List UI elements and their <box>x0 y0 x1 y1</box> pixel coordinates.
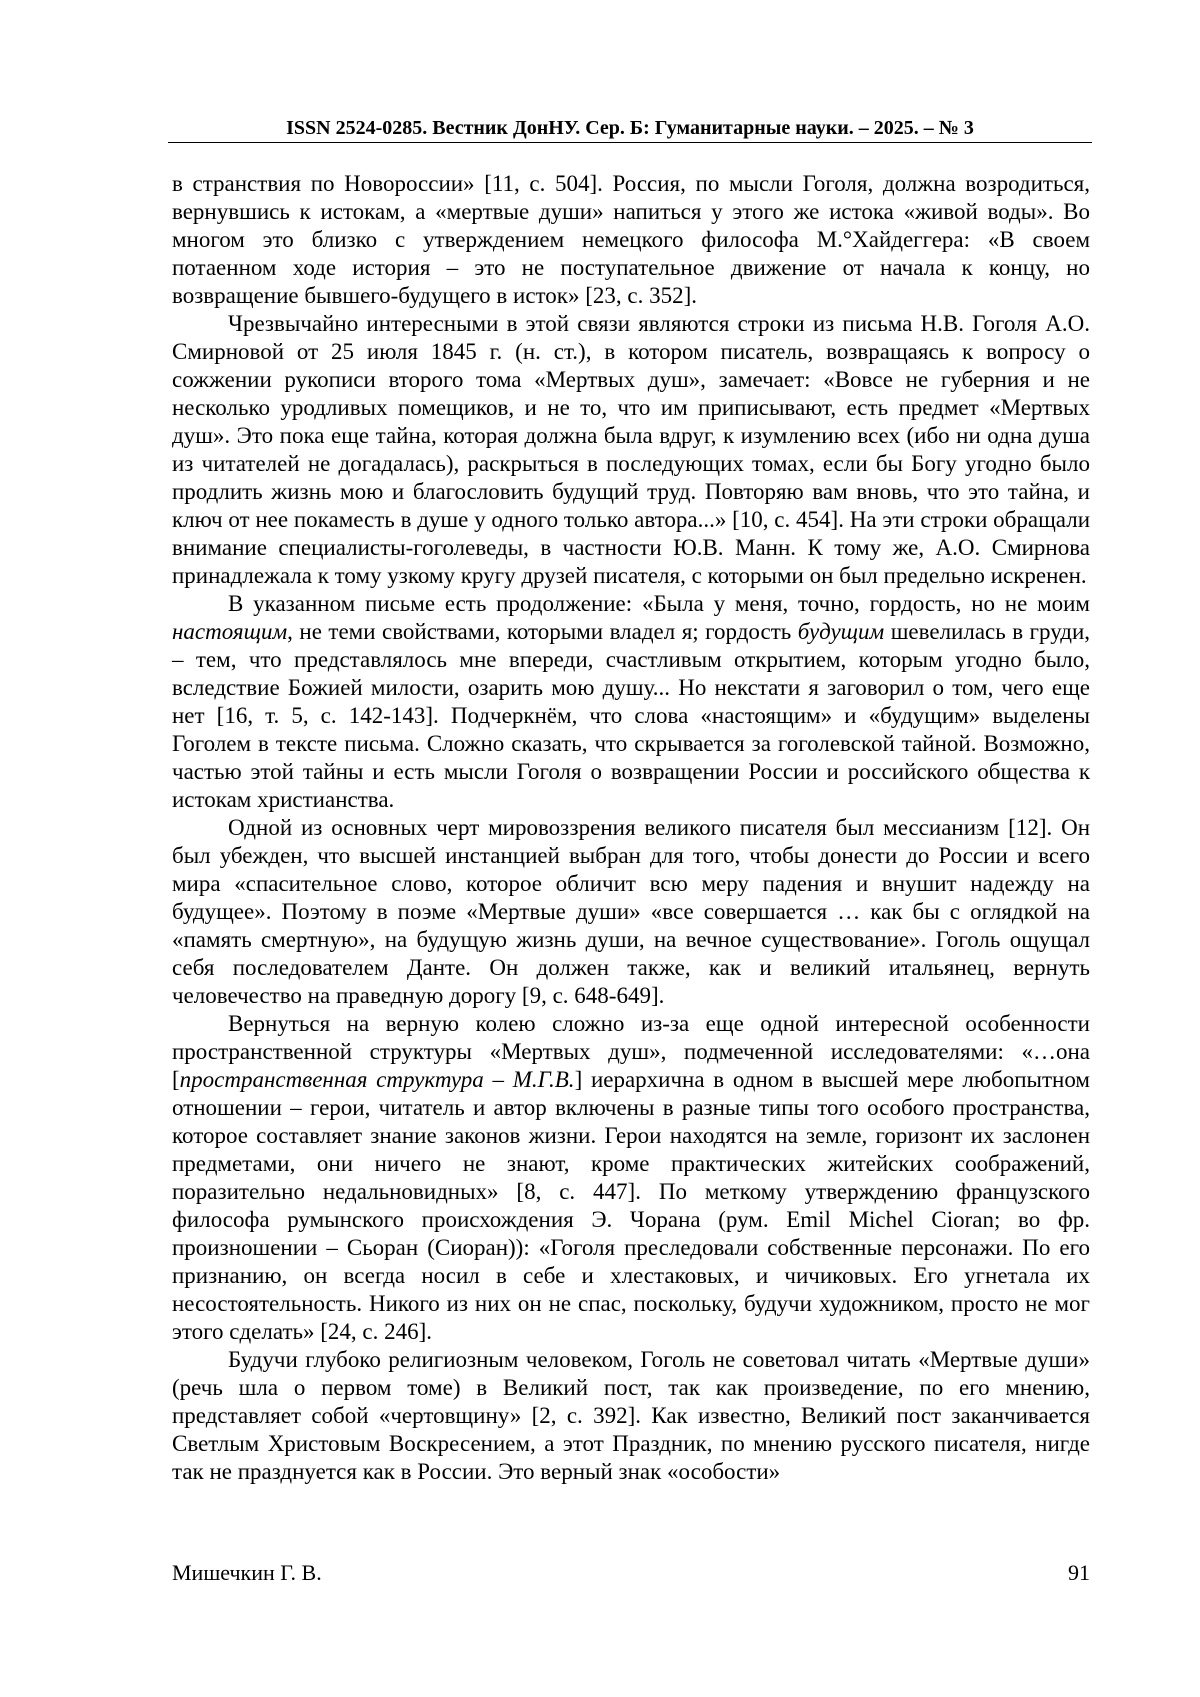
footer-author: Мишечкин Г. В. <box>172 1560 322 1585</box>
body-paragraph <box>172 1010 1090 1346</box>
paragraph-text: , не теми свойствами, которыми владел я; гордость <box>287 619 798 644</box>
body-paragraph <box>172 814 1090 1010</box>
italic-emphasis: пространственная структура – М.Г.В. <box>179 1067 575 1092</box>
body-paragraph <box>172 590 1090 814</box>
page-number: 91 <box>1068 1560 1090 1585</box>
body-paragraph <box>172 310 1090 590</box>
body-paragraph <box>172 170 1090 310</box>
article-body <box>172 170 1090 1486</box>
paragraph-text: Вернуться на верную колею сложно из-за еще одной интересной особенности пространственной структуры «Мертвых душ», подмеченной исследователями: «…она [ <box>172 1011 1090 1092</box>
paragraph-text: Одной из основных черт мировоззрения великого писателя был мессианизм [12]. Он был убежден, что высшей инстанцией выбран для того, чтобы донести до России и всего мира «спасительное слово, которое обличит всю меру падения и внушит надежду на будущее». Поэтому в поэме «Мертвые души» «все совершается … как бы с оглядкой на «память смертную», на будущую жизнь души, на вечное существование». Гоголь ощущал себя последователем Данте. Он должен также, как и великий итальянец, вернуть человечество на праведную дорогу [9, с. 648-649]. <box>172 815 1090 1008</box>
paragraph-text: Чрезвычайно интересными в этой связи являются строки из письма Н.В. Гоголя А.О. Смирновой от 25 июля 1845 г. (н. ст.), в котором писатель, возвращаясь к вопросу о сожжении рукописи второго тома «Мертвых душ», замечает: «Вовсе не губерния и не несколько уродливых помещиков, и не то, что им приписывают, есть предмет «Мертвых душ». Это пока еще тайна, которая должна была вдруг, к изумлению всех (ибо ни одна душа из читателей не догадалась), раскрыться в последующих томах, если бы Богу угодно было продлить жизнь мою и благословить будущий труд. Повторяю вам вновь, что это тайна, и ключ от нее покаместь в душе у одного только автора...» [10, с. 454]. На эти строки обращали внимание специалисты-гоголеведы, в частности Ю.В. Манн. К тому же, А.О. Смирнова принадлежала к тому узкому кругу друзей писателя, с которыми он был предельно искренен. <box>172 311 1090 588</box>
italic-emphasis: настоящим <box>172 619 288 644</box>
running-header: ISSN 2524-0285. Вестник ДонНУ. Сер. Б: Гуманитарные науки. – 2025. – № 3 <box>286 117 974 139</box>
italic-emphasis: будущим <box>797 619 885 644</box>
paragraph-text: Будучи глубоко религиозным человеком, Гоголь не советовал читать «Мертвые души» (речь шла о первом томе) в Великий пост, так как произведение, по его мнению, представляет собой «чертовщину» [2, с. 392]. Как известно, Великий пост заканчивается Светлым Христовым Воскресением, а этот Праздник, по мнению русского писателя, нигде так не празднуется как в России. Это верный знак «особости» <box>172 1347 1090 1484</box>
paragraph-text: ] иерархична в одном в высшей мере любопытном отношении – герои, читатель и автор включены в разные типы того особого пространства, которое составляет знание законов жизни. Герои находятся на земле, горизонт их заслонен предметами, они ничего не знают, кроме практических житейских соображений, поразительно недальновидных» [8, с. 447]. По меткому утверждению французского философа румынского происхождения Э. Чорана (рум. Emil Michel Cioran; во фр. произношении – Сьоран (Сиоран)): «Гоголя преследовали собственные персонажи. По его признанию, он всегда носил в себе и хлестаковых, и чичиковых. Его угнетала их несостоятельность. Никого из них он не спас, поскольку, будучи художником, просто не мог этого сделать» [24, с. 246]. <box>172 1067 1090 1344</box>
body-paragraph <box>172 1346 1090 1486</box>
paragraph-text: в странствия по Новороссии» [11, с. 504]. Россия, по мысли Гоголя, должна возродиться, вернувшись к истокам, а «мертвые души» напиться у этого же истока «живой воды». Во многом это близко с утверждением немецкого философа М.°Хайдеггера: «В своем потаенном ходе история – это не поступательное движение от начала к концу, но возвращение бывшего-будущего в исток» [23, с. 352]. <box>172 171 1090 308</box>
header-divider <box>168 142 1092 143</box>
paragraph-text: В указанном письме есть продолжение: «Была у меня, точно, гордость, но не моим <box>228 591 1090 616</box>
paragraph-text: шевелилась в груди, – тем, что представлялось мне впереди, счастливым открытием, которым угодно было, вследствие Божией милости, озарить мою душу... Но некстати я заговорил о том, чего еще нет [16, т. 5, с. 142-143]. Подчеркнём, что слова «настоящим» и «будущим» выделены Гоголем в тексте письма. Сложно сказать, что скрывается за гоголевской тайной. Возможно, частью этой тайны и есть мысли Гоголя о возвращении России и российского общества к истокам христианства. <box>172 619 1091 812</box>
